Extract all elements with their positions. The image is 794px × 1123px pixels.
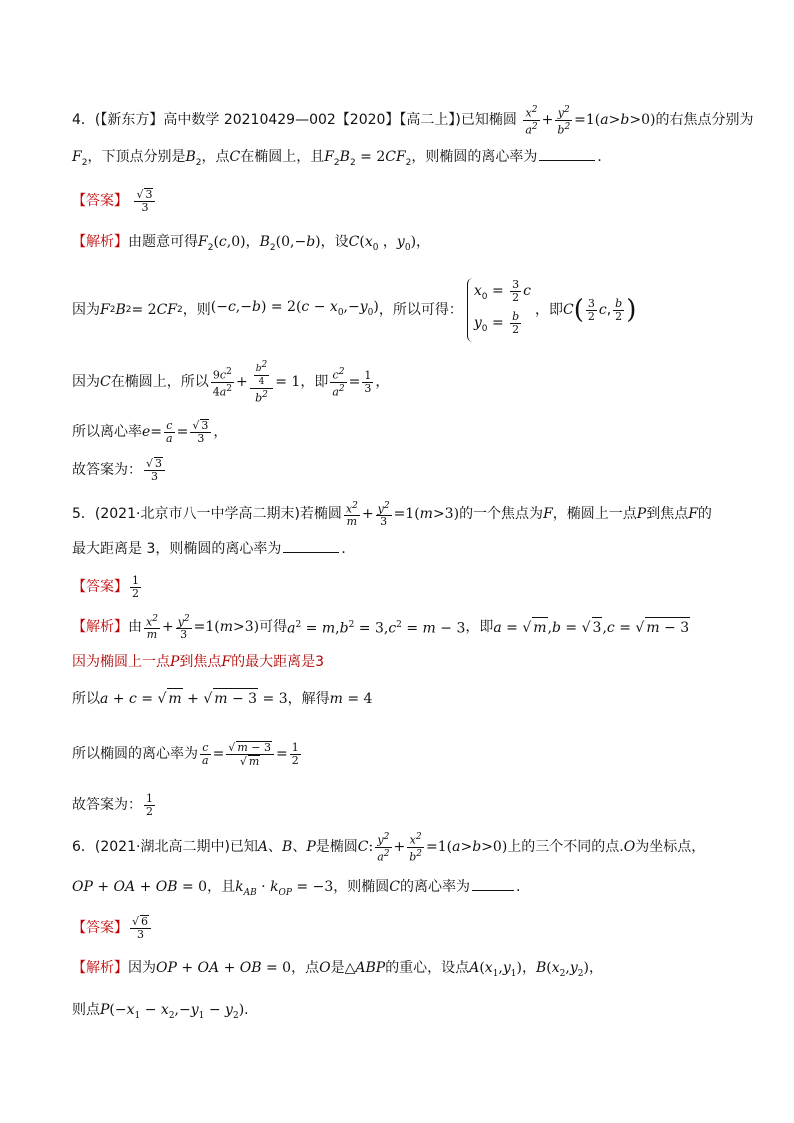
q4-analysis-line1: 【解析】由题意可得$F_2(c,0)$，$B_2(0,-b)$，设$C(x_0$ ，$y_0$)，: [72, 234, 431, 253]
q4-answer: 【答案】 $\frac{√ 3}{3}$: [72, 188, 157, 214]
formula: $\frac{x^2}{a^2}$: [525, 105, 538, 137]
q5-analysis-line4: 所以椭圆的离心率为 $\frac{c}{a}$ = $\frac{√ m - 3}{√ m}$ = $\frac{1}{2}$: [72, 740, 299, 768]
q5-analysis-line2: 因为椭圆上一点P到焦点F的最大距离是3: [72, 654, 325, 670]
answer-blank: [539, 146, 595, 161]
q6-answer: 【答案】 $\frac{√ 6}{3}$: [72, 910, 153, 946]
q4-analysis-line2: 因为 F 2 B 2 = 2 CF 2 ，则 $(-c,-b) = 2(c - x_0,-y_0)$ ，所以可得： $x_0$ = $\frac{3}{2}$ c $y_0$ = $\frac{b}{2}$ ，即 C ( $\frac{3}{2}$ c , $\frac{b}{2}$ ): [72, 282, 636, 338]
answer-blank: [283, 538, 339, 553]
q4-analysis-line3: 因为 C 在椭圆上，所以 $\frac{9c^2}{4a^2}$ + $\frac{\frac{b^2}{4}}{b^2}$ = 1 ，即 $\frac{c^2}{a^2}$ = $\frac{1}{3}$ ，: [72, 360, 390, 405]
q5-stem-line2: 最大距离是 3，则椭圆的离心率为 ．: [72, 538, 355, 559]
q4-stem-line1: 4．(【新东方】高中数学 20210429—002【2020】【高二上】)已知椭圆 $\frac{x^2}{a^2}$ + $\frac{y^2}{b^2}$ =1(a>b>0)的右焦点分别为: [72, 105, 754, 137]
q6-analysis-line2: 则点$P(-x_1 - x_2,-y_1 - y_2)$.: [72, 1002, 249, 1021]
q6-stem-line2: OP + OA + OB = 0，且$k_{AB} \cdot k_{OP} = -3$，则椭圆C的离心率为 .: [72, 876, 520, 903]
q5-analysis-line1: 【解析】 由 $\frac{x^2}{m}$ + $\frac{y^2}{3}$ =1(m>3) 可得 $a^2 = m,b^2 = 3,c^2 = m - 3$ ，即 a = √ m,b = √ 3,c = √ m − 3: [72, 613, 690, 642]
formula: $\frac{y^2}{b^2}$: [557, 105, 571, 137]
q5-analysis-line5: 故答案为： $\frac{1}{2}$: [72, 791, 153, 818]
q4-stem-line2: $F_2$，下顶点分别是$B_2$，点C在椭圆上，且$F_2B_2 = 2CF_2$，则椭圆的离心率为 ．: [72, 146, 611, 173]
q6-stem-line1: 6．(2021·湖北高二期中)已知 A 、 B 、 P 是椭圆 C : $\frac{y^2}{a^2}$ + $\frac{x^2}{b^2}$ =1(a>b>0) 上的三个不同的点. O 为坐标点，: [72, 831, 706, 864]
q6-analysis-line1: 【解析】因为OP + OA + OB = 0，点O是△ABP的重心，设点$A(x_1,y_1)$，$B(x_2,y_2)$，: [72, 960, 603, 979]
q4-analysis-line5: 故答案为： $\frac{√ 3}{3}$: [72, 452, 167, 488]
equation-system: $x_0$ = $\frac{3}{2}$ c $y_0$ = $\frac{b}{2}$: [467, 278, 531, 342]
q5-analysis-line3: 所以a + c = √ m + √ m − 3 = 3，解得m = 4: [72, 688, 372, 709]
q5-answer: 【答案】 $\frac{1}{2}$: [72, 573, 139, 600]
answer-value: $\frac{√ 3}{3}$: [134, 188, 155, 214]
q4-analysis-line4: 所以离心率 e = $\frac{c}{a}$ = $\frac{√ 3}{3}$ ，: [72, 418, 228, 445]
answer-blank: [472, 876, 514, 891]
q5-stem-line1: 5．(2021·北京市八一中学高二期末)若椭圆 $\frac{x^2}{m}$ + $\frac{y^2}{3}$ =1(m>3) 的一个焦点为 F ，椭圆上一点 P 到焦点 F 的: [72, 500, 712, 529]
